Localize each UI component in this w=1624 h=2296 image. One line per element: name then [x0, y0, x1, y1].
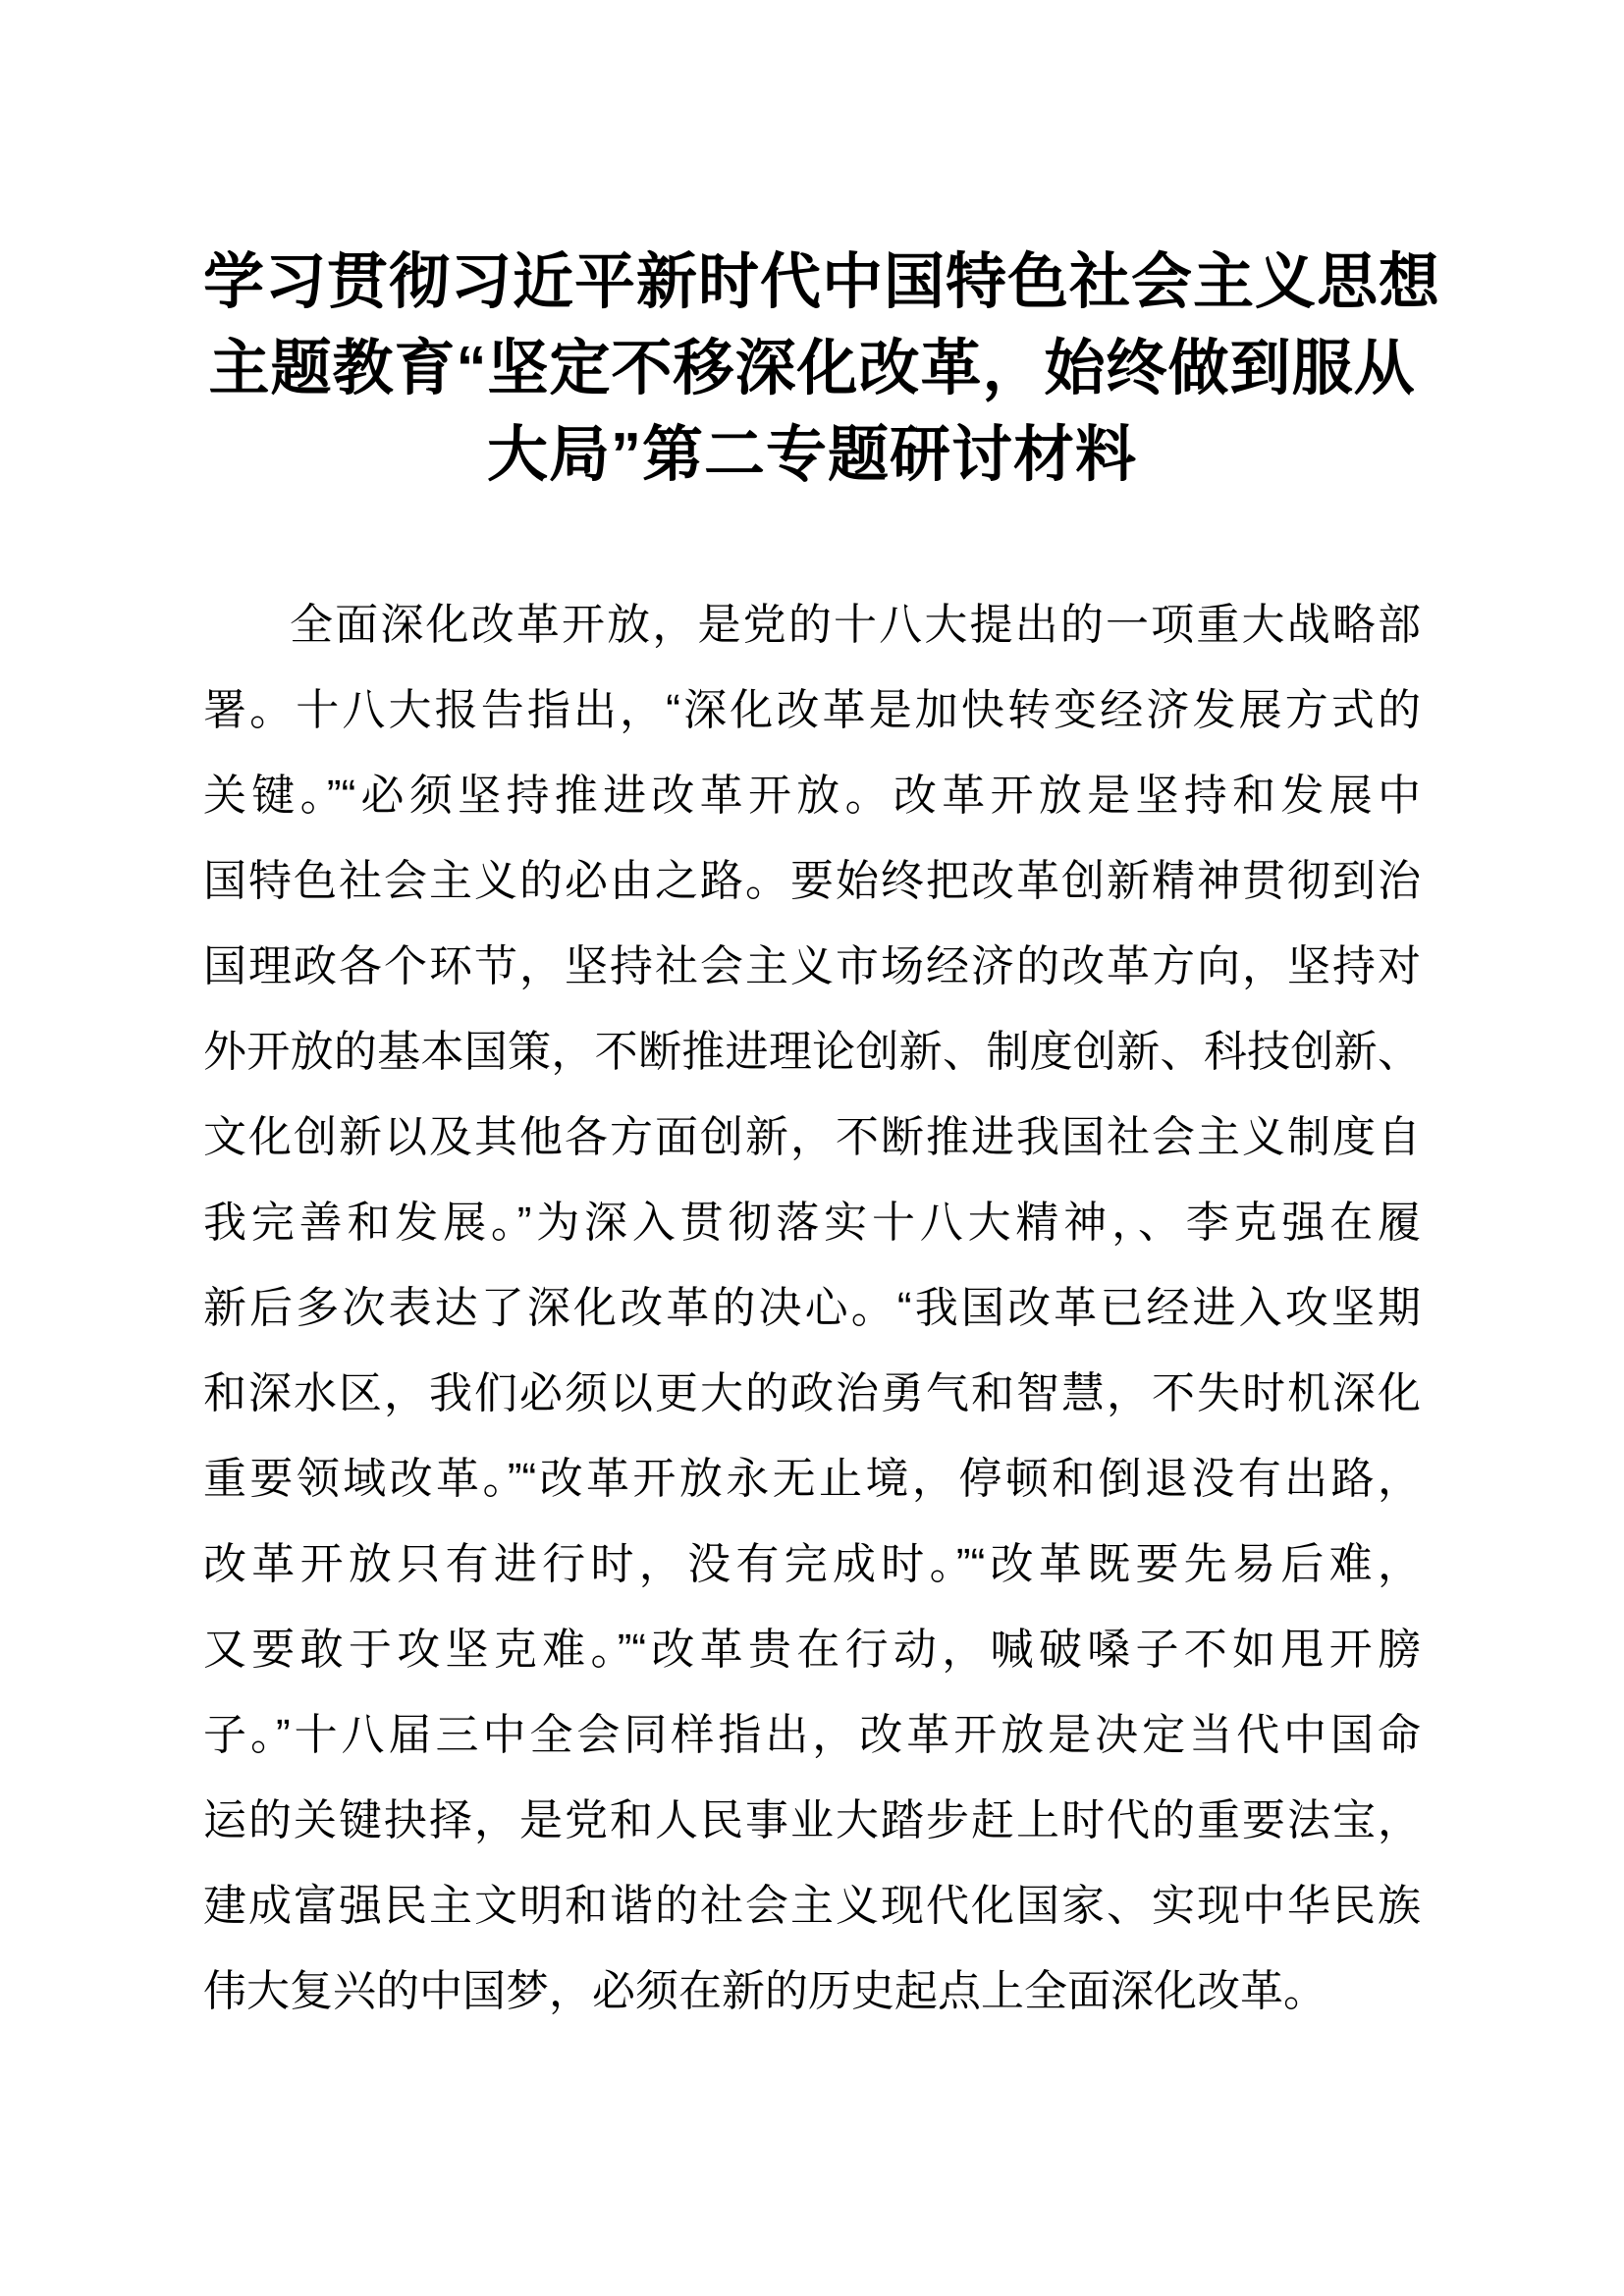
title-line-1: 学习贯彻习近平新时代中国特色社会主义思想 [203, 248, 1441, 316]
body-line: 和深水区，我们必须以更大的政治勇气和智慧，不失时机深化 [203, 1369, 1421, 1417]
body-line: 关键。”“必须坚持推进改革开放。改革开放是坚持和发展中 [203, 772, 1421, 820]
body-line: 子。”十八届三中全会同样指出，改革开放是决定当代中国命 [203, 1711, 1421, 1759]
body-line: 我完善和发展。”为深入贯彻落实十八大精神，、李克强在履 [203, 1199, 1421, 1247]
body-line: 重要领域改革。”“改革开放永无止境，停顿和倒退没有出路， [203, 1455, 1421, 1503]
body-line: 全面深化改革开放，是党的十八大提出的一项重大战略部 [290, 601, 1421, 649]
body-line: 新后多次表达了深化改革的决心。“我国改革已经进入攻坚期 [203, 1284, 1421, 1332]
title-line-3: 大局”第二专题研讨材料 [486, 421, 1137, 489]
body-line: 外开放的基本国策，不断推进理论创新、制度创新、科技创新、 [203, 1028, 1421, 1076]
body-line: 国特色社会主义的必由之路。要始终把改革创新精神贯彻到治 [203, 857, 1421, 905]
body-line: 改革开放只有进行时，没有完成时。”“改革既要先易后难， [203, 1540, 1421, 1588]
title-line-2: 主题教育“坚定不移深化改革，始终做到服从 [208, 335, 1416, 402]
body-line: 文化创新以及其他各方面创新，不断推进我国社会主义制度自 [203, 1113, 1421, 1161]
body-line: 署。十八大报告指出，“深化改革是加快转变经济发展方式的 [203, 686, 1421, 734]
body-line: 伟大复兴的中国梦，必须在新的历史起点上全面深化改革。 [203, 1967, 1326, 2015]
body-line: 运的关键抉择，是党和人民事业大踏步赶上时代的重要法宝， [203, 1796, 1421, 1844]
document-title [203, 240, 1441, 499]
document-paragraph [203, 582, 1421, 2034]
body-line: 建成富强民主文明和谐的社会主义现代化国家、实现中华民族 [203, 1882, 1421, 1930]
body-line: 国理政各个环节，坚持社会主义市场经济的改革方向，坚持对 [203, 942, 1421, 990]
body-line: 又要敢于攻坚克难。”“改革贵在行动，喊破嗓子不如甩开膀 [203, 1626, 1421, 1674]
